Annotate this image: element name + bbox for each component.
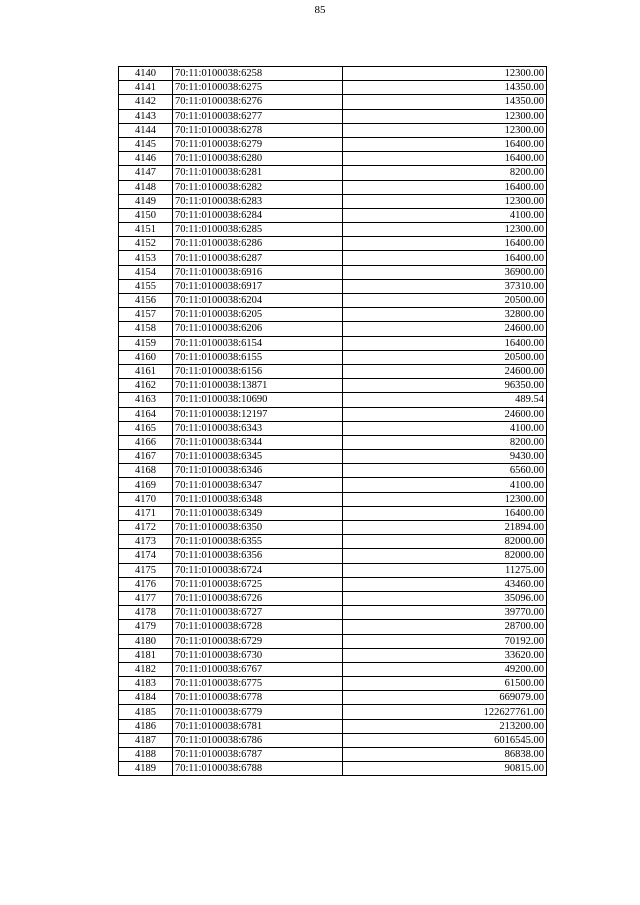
value-cell: 9430.00 bbox=[343, 450, 547, 464]
cadastral-number-cell: 70:11:0100038:6787 bbox=[173, 748, 343, 762]
row-number-cell: 4181 bbox=[119, 648, 173, 662]
row-number-cell: 4189 bbox=[119, 762, 173, 776]
value-cell: 49200.00 bbox=[343, 662, 547, 676]
table-row bbox=[119, 577, 547, 591]
table-row bbox=[119, 166, 547, 180]
cadastral-number-cell: 70:11:0100038:6786 bbox=[173, 733, 343, 747]
row-number-cell: 4173 bbox=[119, 535, 173, 549]
table-row bbox=[119, 648, 547, 662]
cadastral-number-cell: 70:11:0100038:6279 bbox=[173, 137, 343, 151]
cadastral-number-cell: 70:11:0100038:6725 bbox=[173, 577, 343, 591]
row-number-cell: 4168 bbox=[119, 464, 173, 478]
row-number-cell: 4183 bbox=[119, 677, 173, 691]
row-number-cell: 4167 bbox=[119, 450, 173, 464]
cadastral-number-cell: 70:11:0100038:12197 bbox=[173, 407, 343, 421]
value-cell: 8200.00 bbox=[343, 166, 547, 180]
value-cell: 82000.00 bbox=[343, 549, 547, 563]
cadastral-number-cell: 70:11:0100038:6284 bbox=[173, 208, 343, 222]
table-row bbox=[119, 152, 547, 166]
cadastral-number-cell: 70:11:0100038:6206 bbox=[173, 322, 343, 336]
value-cell: 213200.00 bbox=[343, 719, 547, 733]
row-number-cell: 4149 bbox=[119, 194, 173, 208]
row-number-cell: 4143 bbox=[119, 109, 173, 123]
row-number-cell: 4164 bbox=[119, 407, 173, 421]
table-row bbox=[119, 450, 547, 464]
cadastral-number-cell: 70:11:0100038:6775 bbox=[173, 677, 343, 691]
table-row bbox=[119, 379, 547, 393]
cadastral-number-cell: 70:11:0100038:6205 bbox=[173, 308, 343, 322]
cadastral-number-cell: 70:11:0100038:6781 bbox=[173, 719, 343, 733]
table-row bbox=[119, 251, 547, 265]
value-cell: 36900.00 bbox=[343, 265, 547, 279]
value-cell: 20500.00 bbox=[343, 294, 547, 308]
cadastral-number-cell: 70:11:0100038:13871 bbox=[173, 379, 343, 393]
value-cell: 24600.00 bbox=[343, 364, 547, 378]
value-cell: 12300.00 bbox=[343, 492, 547, 506]
table-row bbox=[119, 591, 547, 605]
value-cell: 82000.00 bbox=[343, 535, 547, 549]
table-row bbox=[119, 549, 547, 563]
row-number-cell: 4141 bbox=[119, 81, 173, 95]
cadastral-number-cell: 70:11:0100038:6726 bbox=[173, 591, 343, 605]
cadastral-number-cell: 70:11:0100038:6356 bbox=[173, 549, 343, 563]
table-row bbox=[119, 336, 547, 350]
value-cell: 4100.00 bbox=[343, 421, 547, 435]
cadastral-number-cell: 70:11:0100038:6282 bbox=[173, 180, 343, 194]
table-row bbox=[119, 294, 547, 308]
value-cell: 16400.00 bbox=[343, 152, 547, 166]
row-number-cell: 4161 bbox=[119, 364, 173, 378]
cadastral-number-cell: 70:11:0100038:6355 bbox=[173, 535, 343, 549]
row-number-cell: 4166 bbox=[119, 435, 173, 449]
row-number-cell: 4175 bbox=[119, 563, 173, 577]
row-number-cell: 4163 bbox=[119, 393, 173, 407]
row-number-cell: 4165 bbox=[119, 421, 173, 435]
value-cell: 61500.00 bbox=[343, 677, 547, 691]
row-number-cell: 4170 bbox=[119, 492, 173, 506]
row-number-cell: 4155 bbox=[119, 279, 173, 293]
cadastral-number-cell: 70:11:0100038:6343 bbox=[173, 421, 343, 435]
row-number-cell: 4171 bbox=[119, 506, 173, 520]
row-number-cell: 4153 bbox=[119, 251, 173, 265]
cadastral-number-cell: 70:11:0100038:6275 bbox=[173, 81, 343, 95]
table-row bbox=[119, 137, 547, 151]
cadastral-number-cell: 70:11:0100038:6724 bbox=[173, 563, 343, 577]
value-cell: 4100.00 bbox=[343, 208, 547, 222]
value-cell: 12300.00 bbox=[343, 223, 547, 237]
row-number-cell: 4174 bbox=[119, 549, 173, 563]
row-number-cell: 4176 bbox=[119, 577, 173, 591]
row-number-cell: 4146 bbox=[119, 152, 173, 166]
table-row bbox=[119, 606, 547, 620]
row-number-cell: 4160 bbox=[119, 350, 173, 364]
value-cell: 16400.00 bbox=[343, 336, 547, 350]
cadastral-number-cell: 70:11:0100038:6349 bbox=[173, 506, 343, 520]
table-row bbox=[119, 634, 547, 648]
cadastral-number-cell: 70:11:0100038:6347 bbox=[173, 478, 343, 492]
cadastral-number-cell: 70:11:0100038:6277 bbox=[173, 109, 343, 123]
row-number-cell: 4179 bbox=[119, 620, 173, 634]
table-row bbox=[119, 265, 547, 279]
value-cell: 16400.00 bbox=[343, 237, 547, 251]
table-row bbox=[119, 563, 547, 577]
table-row bbox=[119, 464, 547, 478]
row-number-cell: 4178 bbox=[119, 606, 173, 620]
table-row bbox=[119, 762, 547, 776]
value-cell: 669079.00 bbox=[343, 691, 547, 705]
row-number-cell: 4157 bbox=[119, 308, 173, 322]
cadastral-number-cell: 70:11:0100038:6287 bbox=[173, 251, 343, 265]
table-row bbox=[119, 279, 547, 293]
table-row bbox=[119, 407, 547, 421]
row-number-cell: 4188 bbox=[119, 748, 173, 762]
value-cell: 12300.00 bbox=[343, 67, 547, 81]
value-cell: 16400.00 bbox=[343, 180, 547, 194]
value-cell: 37310.00 bbox=[343, 279, 547, 293]
table-row bbox=[119, 435, 547, 449]
table-row bbox=[119, 691, 547, 705]
row-number-cell: 4187 bbox=[119, 733, 173, 747]
row-number-cell: 4172 bbox=[119, 521, 173, 535]
value-cell: 21894.00 bbox=[343, 521, 547, 535]
row-number-cell: 4151 bbox=[119, 223, 173, 237]
row-number-cell: 4184 bbox=[119, 691, 173, 705]
value-cell: 35096.00 bbox=[343, 591, 547, 605]
table-row bbox=[119, 620, 547, 634]
table-row bbox=[119, 393, 547, 407]
row-number-cell: 4156 bbox=[119, 294, 173, 308]
table-row bbox=[119, 123, 547, 137]
value-cell: 122627761.00 bbox=[343, 705, 547, 719]
cadastral-number-cell: 70:11:0100038:6767 bbox=[173, 662, 343, 676]
row-number-cell: 4159 bbox=[119, 336, 173, 350]
row-number-cell: 4169 bbox=[119, 478, 173, 492]
cadastral-number-cell: 70:11:0100038:6729 bbox=[173, 634, 343, 648]
value-cell: 16400.00 bbox=[343, 137, 547, 151]
table-row bbox=[119, 109, 547, 123]
value-cell: 4100.00 bbox=[343, 478, 547, 492]
value-cell: 12300.00 bbox=[343, 123, 547, 137]
table-row bbox=[119, 662, 547, 676]
cadastral-number-cell: 70:11:0100038:6779 bbox=[173, 705, 343, 719]
table-row bbox=[119, 478, 547, 492]
value-cell: 16400.00 bbox=[343, 506, 547, 520]
table-row bbox=[119, 180, 547, 194]
value-cell: 24600.00 bbox=[343, 322, 547, 336]
cadastral-number-cell: 70:11:0100038:6916 bbox=[173, 265, 343, 279]
value-cell: 32800.00 bbox=[343, 308, 547, 322]
row-number-cell: 4185 bbox=[119, 705, 173, 719]
cadastral-number-cell: 70:11:0100038:6917 bbox=[173, 279, 343, 293]
value-cell: 86838.00 bbox=[343, 748, 547, 762]
value-cell: 43460.00 bbox=[343, 577, 547, 591]
cadastral-number-cell: 70:11:0100038:6348 bbox=[173, 492, 343, 506]
cadastral-number-cell: 70:11:0100038:6154 bbox=[173, 336, 343, 350]
value-cell: 489.54 bbox=[343, 393, 547, 407]
cadastral-number-cell: 70:11:0100038:6345 bbox=[173, 450, 343, 464]
cadastral-number-cell: 70:11:0100038:6727 bbox=[173, 606, 343, 620]
value-cell: 12300.00 bbox=[343, 109, 547, 123]
cadastral-number-cell: 70:11:0100038:6286 bbox=[173, 237, 343, 251]
cadastral-number-cell: 70:11:0100038:6728 bbox=[173, 620, 343, 634]
row-number-cell: 4182 bbox=[119, 662, 173, 676]
cadastral-value-table bbox=[118, 66, 547, 776]
table-row bbox=[119, 677, 547, 691]
value-cell: 8200.00 bbox=[343, 435, 547, 449]
row-number-cell: 4140 bbox=[119, 67, 173, 81]
table-row bbox=[119, 322, 547, 336]
row-number-cell: 4162 bbox=[119, 379, 173, 393]
table-row bbox=[119, 194, 547, 208]
cadastral-number-cell: 70:11:0100038:6346 bbox=[173, 464, 343, 478]
table-row bbox=[119, 208, 547, 222]
row-number-cell: 4177 bbox=[119, 591, 173, 605]
row-number-cell: 4186 bbox=[119, 719, 173, 733]
table-row bbox=[119, 308, 547, 322]
cadastral-number-cell: 70:11:0100038:6156 bbox=[173, 364, 343, 378]
table-row bbox=[119, 705, 547, 719]
value-cell: 14350.00 bbox=[343, 81, 547, 95]
table-row bbox=[119, 67, 547, 81]
row-number-cell: 4180 bbox=[119, 634, 173, 648]
value-cell: 90815.00 bbox=[343, 762, 547, 776]
value-cell: 6560.00 bbox=[343, 464, 547, 478]
cadastral-number-cell: 70:11:0100038:6204 bbox=[173, 294, 343, 308]
table-row bbox=[119, 719, 547, 733]
value-cell: 20500.00 bbox=[343, 350, 547, 364]
value-cell: 16400.00 bbox=[343, 251, 547, 265]
value-cell: 33620.00 bbox=[343, 648, 547, 662]
value-cell: 14350.00 bbox=[343, 95, 547, 109]
table-row bbox=[119, 421, 547, 435]
table-row bbox=[119, 81, 547, 95]
value-cell: 39770.00 bbox=[343, 606, 547, 620]
row-number-cell: 4152 bbox=[119, 237, 173, 251]
cadastral-number-cell: 70:11:0100038:10690 bbox=[173, 393, 343, 407]
value-cell: 24600.00 bbox=[343, 407, 547, 421]
table-row bbox=[119, 237, 547, 251]
table-row bbox=[119, 521, 547, 535]
cadastral-number-cell: 70:11:0100038:6280 bbox=[173, 152, 343, 166]
page-number: 85 bbox=[314, 4, 326, 16]
row-number-cell: 4154 bbox=[119, 265, 173, 279]
row-number-cell: 4142 bbox=[119, 95, 173, 109]
cadastral-number-cell: 70:11:0100038:6730 bbox=[173, 648, 343, 662]
cadastral-number-cell: 70:11:0100038:6276 bbox=[173, 95, 343, 109]
table-body bbox=[119, 67, 547, 776]
value-cell: 6016545.00 bbox=[343, 733, 547, 747]
value-cell: 12300.00 bbox=[343, 194, 547, 208]
cadastral-number-cell: 70:11:0100038:6788 bbox=[173, 762, 343, 776]
row-number-cell: 4158 bbox=[119, 322, 173, 336]
value-cell: 70192.00 bbox=[343, 634, 547, 648]
cadastral-number-cell: 70:11:0100038:6285 bbox=[173, 223, 343, 237]
cadastral-number-cell: 70:11:0100038:6278 bbox=[173, 123, 343, 137]
value-cell: 96350.00 bbox=[343, 379, 547, 393]
table-row bbox=[119, 535, 547, 549]
cadastral-number-cell: 70:11:0100038:6778 bbox=[173, 691, 343, 705]
row-number-cell: 4148 bbox=[119, 180, 173, 194]
value-cell: 11275.00 bbox=[343, 563, 547, 577]
table-row bbox=[119, 506, 547, 520]
cadastral-number-cell: 70:11:0100038:6283 bbox=[173, 194, 343, 208]
cadastral-number-cell: 70:11:0100038:6281 bbox=[173, 166, 343, 180]
cadastral-number-cell: 70:11:0100038:6155 bbox=[173, 350, 343, 364]
value-cell: 28700.00 bbox=[343, 620, 547, 634]
table-row bbox=[119, 95, 547, 109]
table-row bbox=[119, 748, 547, 762]
row-number-cell: 4144 bbox=[119, 123, 173, 137]
row-number-cell: 4147 bbox=[119, 166, 173, 180]
table-row bbox=[119, 492, 547, 506]
row-number-cell: 4145 bbox=[119, 137, 173, 151]
cadastral-number-cell: 70:11:0100038:6350 bbox=[173, 521, 343, 535]
cadastral-number-cell: 70:11:0100038:6258 bbox=[173, 67, 343, 81]
cadastral-number-cell: 70:11:0100038:6344 bbox=[173, 435, 343, 449]
table-row bbox=[119, 364, 547, 378]
table-row bbox=[119, 733, 547, 747]
row-number-cell: 4150 bbox=[119, 208, 173, 222]
table-row bbox=[119, 350, 547, 364]
table-row bbox=[119, 223, 547, 237]
